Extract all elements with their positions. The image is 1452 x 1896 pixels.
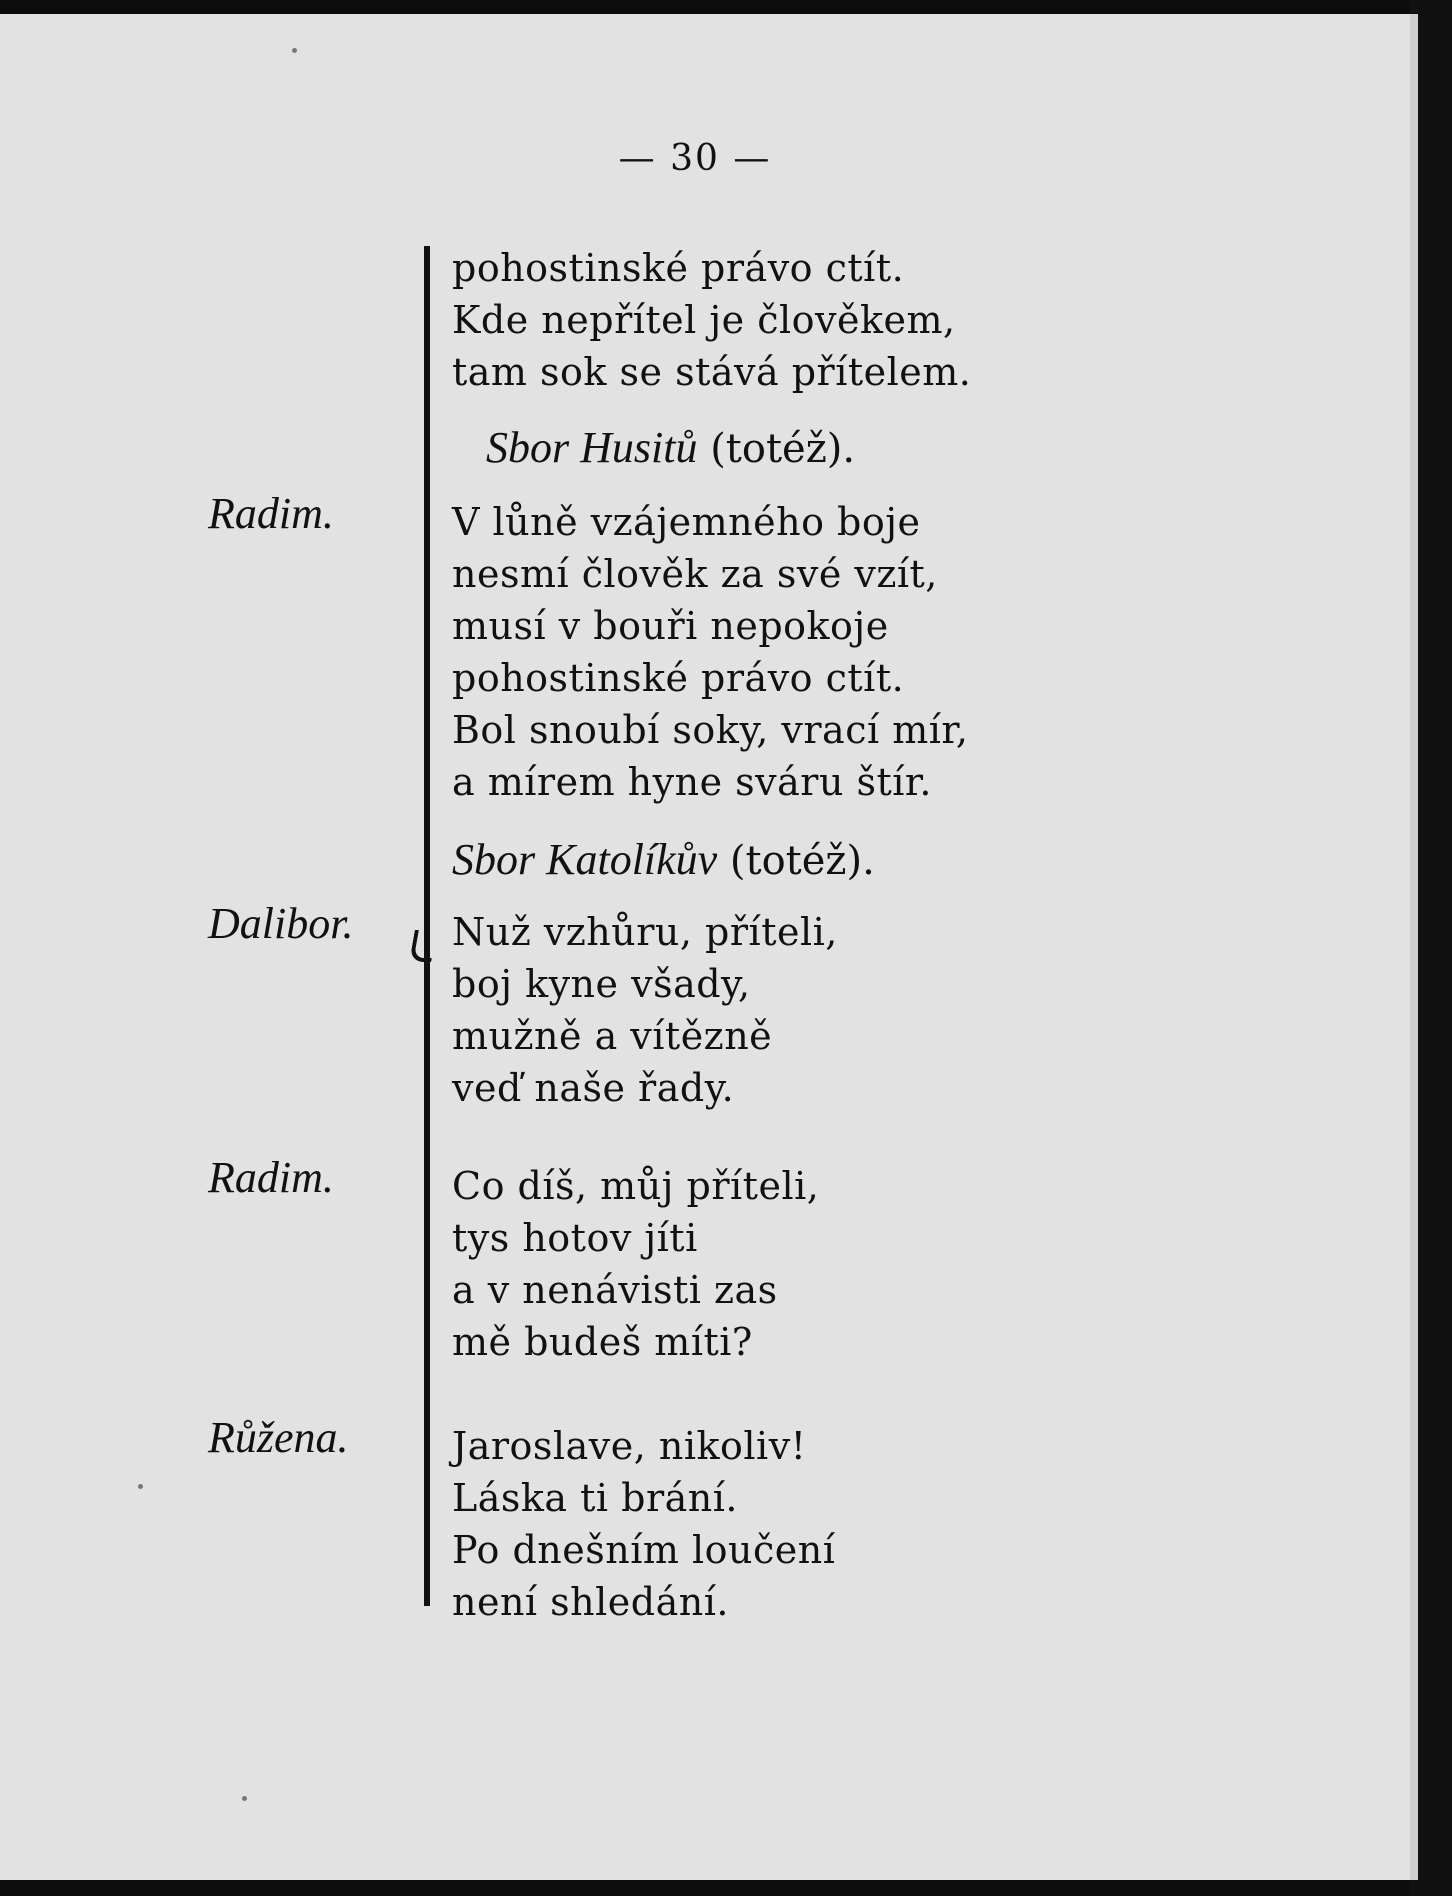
verse-line: Bol snoubí soky, vrací mír,	[452, 708, 969, 752]
scan-next-page-edge	[1410, 14, 1418, 1880]
scan-speck	[138, 1484, 143, 1489]
verse-line: musí v bouři nepokoje	[452, 604, 889, 648]
verse-line: veď naše řady.	[452, 1066, 735, 1110]
verse-line: Láska ti brání.	[452, 1476, 739, 1520]
chorus-heading-catholic	[452, 834, 875, 885]
verse-line: pohostinské právo ctít.	[452, 246, 905, 290]
speaker-ruzena: Růžena.	[208, 1413, 349, 1462]
verse-line: Nuž vzhůru, příteli,	[452, 910, 838, 954]
verse-line: pohostinské právo ctít.	[452, 656, 905, 700]
book-page	[0, 14, 1410, 1880]
verse-bracket	[424, 246, 430, 1606]
verse-line: Kde nepřítel je člověkem,	[452, 298, 956, 342]
verse-line: nesmí člověk za své vzít,	[452, 552, 938, 596]
chorus-heading-husite	[486, 422, 855, 473]
chorus-note: (totéž).	[710, 426, 856, 472]
page-number: — 30 —	[618, 138, 772, 179]
verse-line: není shledání.	[452, 1580, 729, 1624]
verse-line: Po dnešním loučení	[452, 1528, 836, 1572]
verse-brace-tip	[409, 930, 437, 962]
scan-right-border	[1410, 0, 1452, 1896]
verse-line: boj kyne všady,	[452, 962, 751, 1006]
verse-line: tam sok se stává přítelem.	[452, 350, 972, 394]
chorus-title: Sbor Katolíkův	[452, 835, 718, 884]
verse-line: mě budeš míti?	[452, 1320, 753, 1364]
speaker-radim-2: Radim.	[208, 1153, 334, 1202]
verse-line: a mírem hyne sváru štír.	[452, 760, 933, 804]
chorus-note: (totéž).	[729, 838, 875, 884]
verse-line: Co díš, můj příteli,	[452, 1164, 820, 1208]
verse-line: a v nenávisti zas	[452, 1268, 778, 1312]
verse-line: mužně a vítězně	[452, 1014, 773, 1058]
scan-speck	[292, 48, 297, 53]
scan-speck	[242, 1796, 247, 1801]
scan-top-border	[0, 0, 1452, 14]
verse-line: Jaroslave, nikoliv!	[452, 1424, 807, 1468]
speaker-dalibor: Dalibor.	[208, 899, 354, 948]
speaker-radim-1: Radim.	[208, 489, 334, 538]
chorus-title: Sbor Husitů	[486, 423, 698, 472]
verse-line: tys hotov jíti	[452, 1216, 698, 1260]
verse-line: V lůně vzájemného boje	[452, 500, 921, 544]
